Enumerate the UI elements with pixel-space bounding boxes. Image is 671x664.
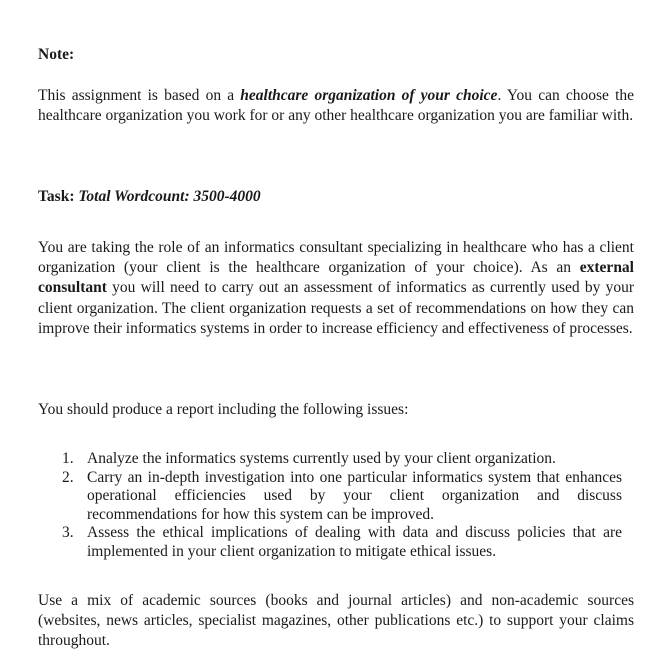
list-item-number: 3. [62,524,74,542]
issues-list [62,450,622,562]
task-label: Task: [38,188,79,205]
list-item-number: 2. [62,468,74,486]
note-heading: Note: [38,46,75,63]
report-intro: You should produce a report including the following issues: [38,401,409,418]
list-item-text: Analyze the informatics systems currently used by your client organization. [87,450,556,467]
task-wordcount: Total Wordcount: 3500-4000 [78,188,261,205]
role-emphasis: external consultant [38,259,634,297]
note-paragraph [38,86,634,126]
list-item [62,450,622,469]
role-text-after: you will need to carry out an assessment of informatics as currently used by your client organization. The client organization requests a set of recommendations on how they can improve their informatics systems in order to increase efficiency and effectiveness of processes. [38,279,634,337]
list-item-text: Assess the ethical implications of dealing with data and discuss policies that are implemented in your client organization to mitigate ethical issues. [87,524,622,560]
list-item [62,469,622,525]
note-text-before: This assignment is based on a [38,87,241,104]
list-item [62,524,622,561]
task-heading [38,187,634,207]
sources-paragraph: Use a mix of academic sources (books and journal articles) and non-academic sources (websites, news articles, specialist magazines, other publications etc.) to support your claims throughout. [38,592,634,650]
list-item-number: 1. [62,450,74,467]
note-emphasis: healthcare organization of your choice [240,87,498,104]
role-text-before: You are taking the role of an informatics consultant specializing in healthcare who has a client organization (your client is the healthcare organization of your choice). As an [38,239,634,277]
role-paragraph [38,238,634,339]
list-item-text: Carry an in-depth investigation into one particular informatics system that enhances operational efficiencies used by your client organization and discuss recommendations for how this system can be improved. [87,468,622,523]
note-text-after: . You can choose the healthcare organization you work for or any other healthcare organization you are familiar with. [38,87,635,125]
